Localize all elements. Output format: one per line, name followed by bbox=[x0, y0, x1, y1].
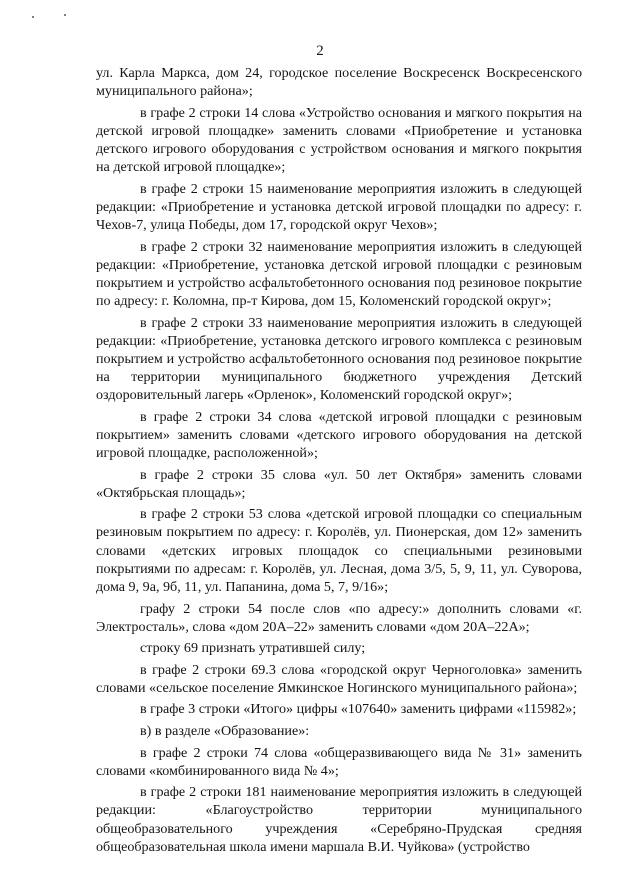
paragraph-row-69: строку 69 признать утратившей силу; bbox=[140, 640, 366, 657]
paragraph-row-69-3: в графе 2 строки 69.3 слова «городской округ Черноголовка» заменить словами «сельское поселение Ямкинское Ногинского муниципального района»; bbox=[96, 661, 582, 696]
paragraph-row-32: в графе 2 строки 32 наименование мероприятия изложить в следующей редакции: «Приобретение, установка детской игровой площадки с резиновым покрытием и устройство асфальтобетонного основания под резиновое покрытие по адресу: г. Коломна, пр-т Кирова, дом 15, Коломенский городской округ»; bbox=[96, 238, 582, 310]
paragraph-row-35: в графе 2 строки 35 слова «ул. 50 лет Октября» заменить словами «Октябрьская площадь»; bbox=[96, 466, 582, 501]
scan-speck bbox=[64, 14, 66, 16]
paragraph-row-33: в графе 2 строки 33 наименование мероприятия изложить в следующей редакции: «Приобретение, установка детского игрового комплекса с резиновым покрытием и устройство асфальтобетонного основания под резиновое покрытие на территории муниципального бюджетного учреждения Детский оздоровительный лагерь «Орленок», Коломенский городской округ»; bbox=[96, 314, 582, 404]
paragraph-section-education: в) в разделе «Образование»: bbox=[140, 723, 310, 739]
paragraph-row-181: в графе 2 строки 181 наименование мероприятия изложить в следующей редакции: «Благоустройство территории муниципального общеобразовательного учреждения «Серебряно-Прудская средняя общеобразовательная школа имени маршала В.И. Чуйкова» (устройство bbox=[96, 784, 582, 855]
scan-speck bbox=[32, 16, 34, 18]
paragraph-row-14: в графе 2 строки 14 слова «Устройство основания и мягкого покрытия на детской игровой площадке» заменить словами «Приобретение и установка детского игрового оборудования с устройством основания и мягкого покрытия на детской игровой площадке»; bbox=[96, 104, 582, 176]
document-body bbox=[96, 64, 582, 859]
paragraph-row-34: в графе 2 строки 34 слова «детской игровой площадки с резиновым покрытием» заменить словами «детского игрового оборудования на детской игровой площадке, расположенной»; bbox=[96, 408, 582, 462]
paragraph-total-row: в графе 3 строки «Итого» цифры «107640» заменить цифрами «115982»; bbox=[140, 701, 577, 718]
paragraph-row-54: графу 2 строки 54 после слов «по адресу:» дополнить словами «г. Электросталь», слова «дом 20А–22» заменить словами «дом 20А–22А»; bbox=[96, 600, 582, 635]
paragraph-row-53: в графе 2 строки 53 слова «детской игровой площадки со специальным резиновым покрытием по адресу: г. Королёв, ул. Пионерская, дом 12» заменить словами «детских игровых площадок со специальными резиновыми покрытиями по адресам: г. Королёв, ул. Лесная, дома 3/5, 5, 9, 11, ул. Суворова, дома 9, 9а, 9б, 11, ул. Папанина, дома 5, 7, 9/16»; bbox=[96, 506, 582, 595]
paragraph-row-74: в графе 2 строки 74 слова «общеразвивающего вида № 31» заменить словами «комбинированного вида № 4»; bbox=[96, 744, 582, 779]
page-number: 2 bbox=[316, 43, 324, 59]
paragraph-continuation: ул. Карла Маркса, дом 24, городское поселение Воскресенск Воскресенского муниципального района»; bbox=[96, 65, 582, 100]
paragraph-row-15: в графе 2 строки 15 наименование мероприятия изложить в следующей редакции: «Приобретение и установка детской игровой площадки по адресу: г. Чехов-7, улица Победы, дом 17, городской округ Чехов»; bbox=[96, 180, 582, 234]
